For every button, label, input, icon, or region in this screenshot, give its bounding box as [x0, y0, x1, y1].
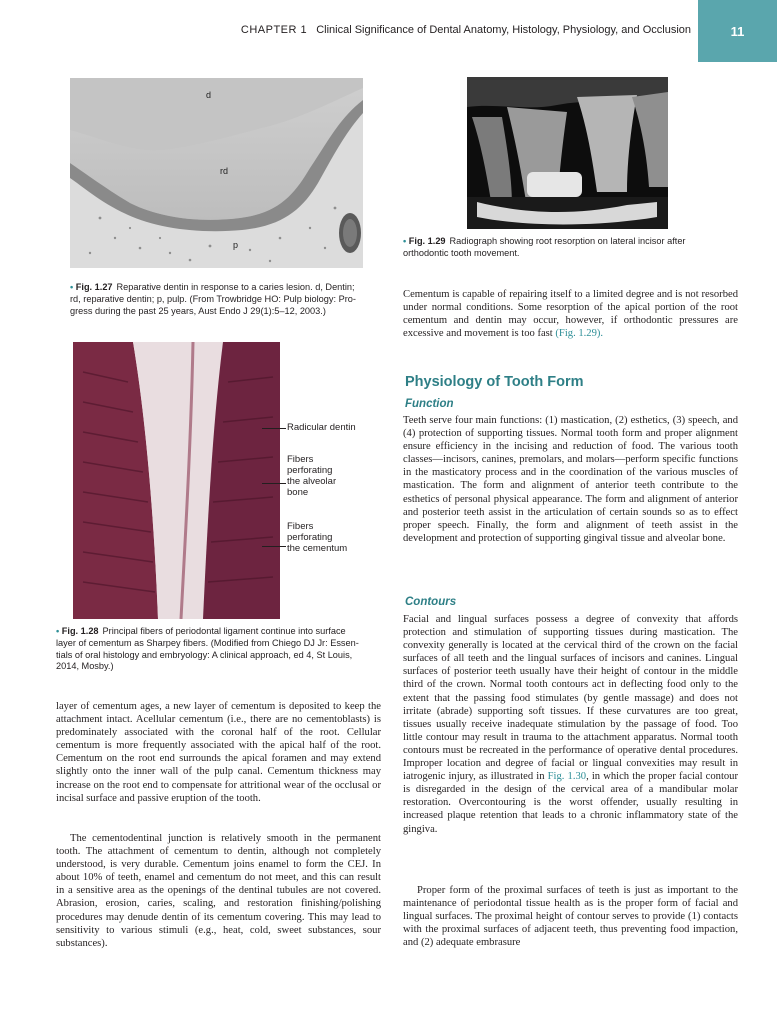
- figure-link[interactable]: (Fig. 1.29).: [555, 328, 604, 340]
- body-paragraph: Teeth serve four main functions: (1) mastication, (2) esthetics, (3) speech, and (4) protection of supporting tissues. Normal tooth form and proper alignment ensure efficiency in the incising and reduction of food. The various tooth classes—incisors, canines, premolars, and molars—perform specific functions in the masticatory process and in the coordination of the various muscles of mastication. The form and alignment of anterior teeth contribute to the esthetics of personal physical appearance. The form and alignment of anterior and posterior teeth assist in the articulation of certain sounds so as to effect proper speech. Finally, the form and alignment of teeth assist in the development and protection of supporting gingival tissue and alveolar bone.: [403, 415, 738, 544]
- figure-1-27-image: [70, 78, 363, 268]
- figure-1-28-image: [73, 342, 280, 619]
- subsection-heading-contours: Contours: [405, 596, 457, 608]
- caption-line: 2014, Mosby.): [56, 661, 114, 672]
- figure-number: Fig. 1.28: [61, 626, 99, 636]
- label-pulp: p: [233, 240, 239, 250]
- label-reparative-dentin: rd: [220, 166, 229, 176]
- figure-link[interactable]: Fig. 1.30: [547, 771, 587, 783]
- chapter-title: Clinical Significance of Dental Anatomy, Histology, Physiology, and Occlusion: [316, 24, 691, 36]
- caption-line: Reparative dentin in response to a caries lesion. d, Dentin;: [116, 282, 355, 292]
- figure-1-29-image: [467, 77, 668, 229]
- leader-line: [262, 546, 286, 547]
- body-paragraph: The cementodentinal junction is relatively smooth in the permanent tooth. The attachment of cementum to dentin, although not completely understood, is very durable. Cementum joins enamel to form the CEJ. In about 10% of teeth, enamel and cementum do not meet, and this can result in a sensitive area as the openings of the dentinal tubules are not covered. Abrasion, erosion, caries, scaling, and restoration finishing/polishing procedures may denude dentin of its cementum covering. This may lead to sensitivity to various stimuli (e.g., heat, cold, sweet substances, sour substances).: [56, 833, 381, 949]
- running-header: [0, 0, 777, 62]
- caption-line: rd, reparative dentin; p, pulp. (From Trowbridge HO: Pulp biology: Pro-: [70, 293, 356, 304]
- caption-line: layer of cementum as Sharpey fibers. (Modified from Chiego DJ Jr: Essen-: [56, 637, 359, 648]
- caption-line: orthodontic tooth movement.: [403, 247, 520, 258]
- body-paragraph: layer of cementum ages, a new layer of cementum is deposited to keep the attachment intact. Acellular cementum (i.e., there are no cementoblasts) is predominately associated with the coronal half of the root. Cellular cementum is more frequently associated with the apical half of the root. Cementum on the root end surrounds the apical foramen and may extend slightly onto the inner wall of the pulp canal. Cementum thickness may increase on the root end to compensate for attritional wear of the occlusal or incisal surface and passive eruption of the tooth.: [56, 701, 381, 804]
- section-heading: Physiology of Tooth Form: [405, 374, 584, 390]
- caption-line: Radiograph showing root resorption on lateral incisor after: [449, 236, 686, 246]
- leader-line: [262, 483, 286, 484]
- chapter-label: CHAPTER 1: [240, 24, 308, 36]
- callout-fibers-cementum: Fibers perforating the cementum: [287, 521, 348, 554]
- body-paragraph: Facial and lingual surfaces possess a degree of convexity that affords protection and stimulation of supporting tissues during mastication. The convexity generally is located at the cervical third of the crown on the facial surfaces of all teeth and the lingual surfaces of incisors and canines. Lingual surfaces of posterior teeth usually have their height of contour in the middle third of the crown. Normal tooth contours act in deflecting food only to the extent that the passing food stimulates (by gentle massage) and does not irritate (abrade) supporting soft tissues. If these curvatures are too great, tissues usually receive inadequate stimulation by the passage of food. Too little contour may result in trauma to the attachment apparatus. Normal tooth contours must be recreated in the performance of operative dental procedures. Improper location and degree of facial or lingual convexities may result in iatrogenic injury, as illustrated in Fig. 1.30, in which the proper facial contour is disregarded in the design of the cervical area of a mandibular molar restoration. Overcontouring is the worst offender, usually resulting in increased plaque retention that leads to a chronic inflammatory state of the gingiva.: [403, 614, 739, 835]
- callout-fibers-alveolar: Fibers perforating the alveolar bone: [287, 454, 337, 498]
- leader-line: [262, 428, 286, 429]
- callout-radicular-dentin: Radicular dentin: [287, 422, 356, 433]
- figure-1-29-caption: • Fig. 1.29 Radiograph showing root resorption on lateral incisor after orthodontic tooth movement.: [403, 236, 739, 260]
- caption-line: Principal fibers of periodontal ligament continue into surface: [102, 626, 346, 636]
- figure-1-28-caption: • Fig. 1.28 Principal fibers of periodontal ligament continue into surface layer of cementum as Sharpey fibers. (Modified from Chiego DJ Jr: Essen- tials of oral histology and embryology: A clinical approach, ed 4, St Louis, 2014, Mosby.): [56, 626, 386, 673]
- header-title: [241, 24, 691, 36]
- label-dentin: d: [206, 90, 212, 100]
- body-paragraph: Proper form of the proximal surfaces of teeth is just as important to the maintenance of periodontal tissue health as is the proper form of facial and lingual surfaces. The proximal height of contour serves to provide (1) contacts with the proximal surfaces of adjacent teeth, thus preventing food impaction, and (2) adequate embrasure: [403, 885, 738, 949]
- figure-number: Fig. 1.27: [75, 282, 113, 292]
- caption-line: gress during the past 25 years, Aust Endo J 29(1):5–12, 2003.): [70, 305, 326, 316]
- body-paragraph: Cementum is capable of repairing itself to a limited degree and is not resorbed under normal conditions. Some resorption of the apical portion of the root cementum and dentin may occur, however, if orthodontic pressures are excessive and movement is too fast (Fig. 1.29).: [403, 289, 738, 340]
- figure-number: Fig. 1.29: [408, 236, 446, 246]
- figure-1-27-caption: • Fig. 1.27 Reparative dentin in response to a caries lesion. d, Dentin; rd, reparative dentin; p, pulp. (From Trowbridge HO: Pulp biology: Pro- gress during the past 25 years, Aust Endo J 29(1):5–12, 2003.): [70, 282, 370, 317]
- page-number: 11: [698, 0, 777, 62]
- subsection-heading-function: Function: [405, 398, 454, 410]
- caption-line: tials of oral histology and embryology: A clinical approach, ed 4, St Louis,: [56, 649, 353, 660]
